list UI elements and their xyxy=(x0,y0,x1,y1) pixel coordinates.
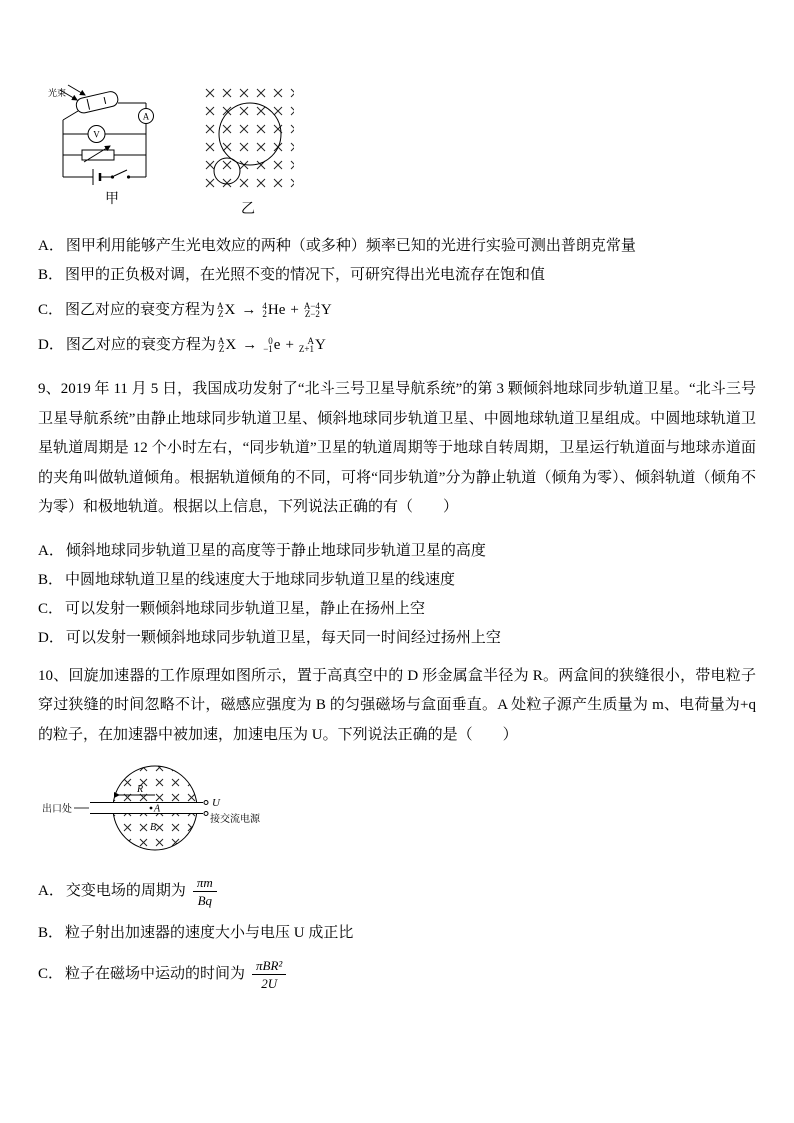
q10-option-a xyxy=(38,872,756,910)
figure-jia xyxy=(48,84,176,208)
q10-option-c xyxy=(38,955,756,993)
circuit-wires xyxy=(63,103,146,177)
source-label: A xyxy=(154,803,161,815)
ac-source-label: 接交流电源 xyxy=(210,814,260,825)
fraction xyxy=(193,875,217,908)
nuclide-symbol: e xyxy=(273,337,281,353)
option-text: 图乙对应的衰变方程为 xyxy=(65,337,216,353)
nuclide-scripts xyxy=(304,302,320,319)
option-label: C． xyxy=(38,600,64,617)
nuclide-daughter xyxy=(299,335,326,355)
q9-option-d xyxy=(38,628,756,648)
decay-tracks-diagram xyxy=(202,84,294,196)
q8-option-b xyxy=(38,265,756,285)
voltmeter-symbol xyxy=(88,126,105,143)
option-text: 粒子在磁场中运动的时间为 xyxy=(65,966,246,982)
option-label: B． xyxy=(38,571,64,588)
option-text: 倾斜地球同步轨道卫星的高度等于静止地球同步轨道卫星的高度 xyxy=(65,542,486,559)
figure-yi-caption: 乙 xyxy=(241,202,255,217)
svg-text:V: V xyxy=(93,129,100,140)
q8-option-a xyxy=(38,236,756,256)
ammeter-symbol xyxy=(139,109,154,124)
option-text: 可以发射一颗倾斜地球同步轨道卫星，每天同一时间经过扬州上空 xyxy=(65,629,501,646)
superscript: A−4 xyxy=(303,300,320,311)
voltage-label: U xyxy=(212,797,220,809)
svg-text:A: A xyxy=(142,111,150,122)
nuclide-scripts xyxy=(217,302,224,319)
question8-figures xyxy=(48,84,756,218)
option-text: 粒子射出加速器的速度大小与电压 U 成正比 xyxy=(65,925,354,941)
nuclide-parent xyxy=(218,335,236,355)
subscript: Z−2 xyxy=(304,309,320,319)
nuclide-symbol: Y xyxy=(320,302,332,318)
q8-option-c xyxy=(38,300,756,320)
fraction-denominator: Bq xyxy=(197,892,213,908)
nuclide-symbol: X xyxy=(224,302,236,318)
phototube-symbol xyxy=(75,90,119,114)
option-text: 图甲的正负极对调，在光照不变的情况下，可研究得出光电流存在饱和值 xyxy=(65,267,546,283)
question9-text: 9、2019 年 11 月 5 日，我国成功发射了“北斗三号卫星导航系统”的第 3 颗倾斜地球同步轨道卫星。“北斗三号卫星导航系统”由静止地球同步轨道卫星、倾斜地球同步轨道卫星、中圆地球轨道卫星组成。中圆地球轨道卫星轨道周期是 12 个小时左右，“同步轨道”卫星的轨道周期等于地球自转周期，卫星运行轨道面与地球赤道面的夹角叫做轨道倾角。根据轨道倾角的不同，可将“同步轨道”分为静止轨道（倾角为零）、倾斜轨道（倾角不为零）和极地轨道。根据以上信息，下列说法正确的有（ ） xyxy=(38,381,756,515)
light-beam-label: 光束 xyxy=(48,88,67,98)
fraction xyxy=(252,958,286,991)
q10-option-b xyxy=(38,923,756,943)
subscript: 2 xyxy=(262,309,267,319)
nuclide-symbol: He xyxy=(267,302,286,318)
q9-option-a xyxy=(38,541,756,561)
exit-label: 出口处 xyxy=(42,804,72,815)
nuclide-scripts xyxy=(299,337,314,354)
nuclide-symbol: X xyxy=(225,337,237,353)
plus-sign: + xyxy=(285,337,294,353)
fraction-denominator: 2U xyxy=(261,975,278,991)
option-label: D． xyxy=(38,337,64,353)
cyclotron-figure xyxy=(40,760,756,860)
option-text: 中圆地球轨道卫星的线速度大于地球同步轨道卫星的线速度 xyxy=(65,571,456,588)
fraction-numerator: πBR² xyxy=(252,958,286,975)
nuclide-daughter xyxy=(304,300,332,320)
radius-label: R xyxy=(137,784,144,795)
nuclide-scripts xyxy=(262,302,267,319)
switch-symbol xyxy=(111,170,130,179)
fraction-numerator: πm xyxy=(193,875,217,892)
option-label: A． xyxy=(38,542,64,559)
nuclide-symbol: Y xyxy=(315,337,326,353)
option-label: A． xyxy=(38,883,64,899)
reaction-arrow: → xyxy=(242,337,258,353)
subscript: −1 xyxy=(263,344,273,354)
nuclide-emitted xyxy=(262,300,285,320)
figure-jia-caption: 甲 xyxy=(105,192,119,207)
reaction-arrow: → xyxy=(241,302,257,318)
nuclide-parent xyxy=(217,300,235,320)
nuclide-emitted xyxy=(263,335,280,355)
subscript: Z+1 xyxy=(298,344,314,354)
question10-text: 10、回旋加速器的工作原理如图所示，置于高真空中的 D 形金属盒半径为 R。两盒间的狭缝很小，带电粒子穿过狭缝的时间忽略不计，磁感应强度为 B 的匀强磁场与盒面垂直。A 处粒子源产生质量为 m、电荷量为+q 的粒子，在加速器中被加速，加速电压为 U。下列说法正确的是（ ） xyxy=(38,667,756,743)
option-text: 交变电场的周期为 xyxy=(65,883,186,899)
option-label: B． xyxy=(38,267,64,283)
option-text: 可以发射一颗倾斜地球同步轨道卫星，静止在扬州上空 xyxy=(65,600,426,617)
q8-option-d xyxy=(38,335,756,355)
magnetic-field-region xyxy=(202,84,294,192)
option-label: C． xyxy=(38,966,64,982)
option-label: D． xyxy=(38,629,64,646)
option-label: B． xyxy=(38,925,64,941)
figure-yi xyxy=(202,84,294,218)
option-label: C． xyxy=(38,302,64,318)
battery-symbol xyxy=(93,169,100,185)
page-content xyxy=(38,84,756,993)
rheostat-symbol xyxy=(82,146,114,162)
q9-option-b xyxy=(38,570,756,590)
option-text: 图乙对应的衰变方程为 xyxy=(65,302,216,318)
q9-option-c xyxy=(38,599,756,619)
dee-gap xyxy=(90,803,206,814)
cyclotron-diagram xyxy=(40,760,270,860)
subscript: Z xyxy=(218,309,224,319)
superscript: A xyxy=(217,300,224,311)
nuclide-scripts xyxy=(263,337,273,354)
superscript: 0 xyxy=(268,335,273,346)
superscript: A xyxy=(217,335,225,346)
photoelectric-circuit-diagram xyxy=(48,84,176,186)
plus-sign: + xyxy=(290,302,299,318)
superscript: 4 xyxy=(262,300,267,311)
nuclide-scripts xyxy=(218,337,225,354)
subscript: Z xyxy=(218,344,225,354)
option-label: A． xyxy=(38,238,64,254)
superscript: A xyxy=(307,335,314,346)
particle-source-dot xyxy=(150,807,153,810)
field-label: B xyxy=(150,822,157,833)
option-text: 图甲利用能够产生光电效应的两种（或多种）频率已知的光进行实验可测出普朗克常量 xyxy=(65,238,636,254)
